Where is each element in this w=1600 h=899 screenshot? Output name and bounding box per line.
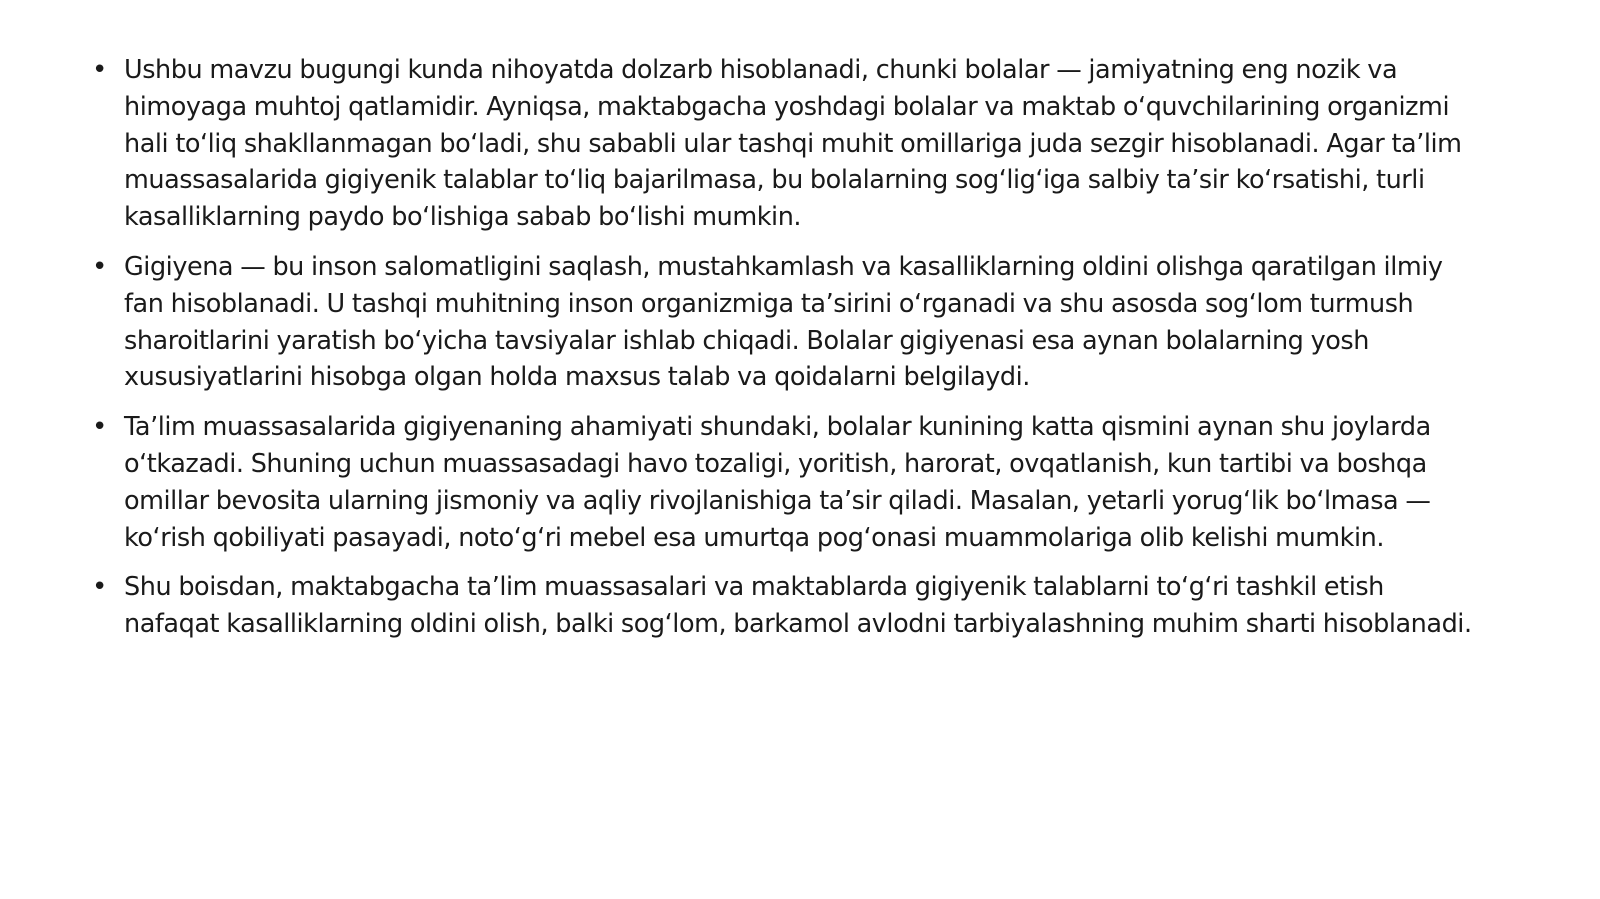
bullet-icon: •: [92, 55, 107, 85]
bullet-item: [92, 409, 1472, 556]
bullet-list: [92, 52, 1472, 656]
bullet-icon: •: [92, 251, 107, 282]
bullet-item: [92, 52, 1472, 236]
bullet-text: Gigiyena — bu inson salomatligini saqlash, mustahkamlash va kasalliklarning oldini olishga qaratilgan ilmiy fan hisoblanadi. U tashqi muhitning inson organizmiga ta’sirini o‘rganadi va shu asosda sog‘lom turmush sharoitlarini yaratish bo‘yicha tavsiyalar ishlab chiqadi. Bolalar gigiyenasi esa aynan bolalarning yosh xususiyatlarini hisobga olgan holda maxsus talab va qoidalarni belgilaydi.: [124, 251, 1443, 393]
bullet-text: Shu boisdan, maktabgacha ta’lim muassasalari va maktablarda gigiyenik talablarni to‘g‘ri tashkil etish nafaqat kasalliklarning oldini olish, balki sog‘lom, barkamol avlodni tarbiyalashning muhim sharti hisoblanadi.: [124, 572, 1472, 640]
bullet-item: [92, 249, 1472, 396]
bullet-item: [92, 569, 1472, 643]
bullet-icon: •: [92, 412, 107, 443]
bullet-icon: •: [92, 572, 107, 603]
bullet-text: Ushbu mavzu bugungi kunda nihoyatda dolzarb hisoblanadi, chunki bolalar — jamiyatning eng nozik va himoyaga muhtoj qatlamidir. Ayniqsa, maktabgacha yoshdagi bolalar va maktab o‘quvchilarining organizmi hali to‘liq shakllanmagan bo‘ladi, shu sababli ular tashqi muhit omillariga juda sezgir hisoblanadi. Agar ta’lim muassasalarida gigiyenik talablar to‘liq bajarilmasa, bu bolalarning sog‘lig‘iga salbiy ta’sir ko‘rsatishi, turli kasalliklarning paydo bo‘lishiga sabab bo‘lishi mumkin.: [124, 55, 1462, 233]
bullet-text: Ta’lim muassasalarida gigiyenaning ahamiyati shundaki, bolalar kunining katta qismini aynan shu joylarda o‘tkazadi. Shuning uchun muassasadagi havo tozaligi, yoritish, harorat, ovqatlanish, kun tartibi va boshqa omillar bevosita ularning jismoniy va aqliy rivojlanishiga ta’sir qiladi. Masalan, yetarli yorug‘lik bo‘lmasa — ko‘rish qobiliyati pasayadi, noto‘g‘ri mebel esa umurtqa pog‘onasi muammolariga olib kelishi mumkin.: [124, 412, 1431, 553]
